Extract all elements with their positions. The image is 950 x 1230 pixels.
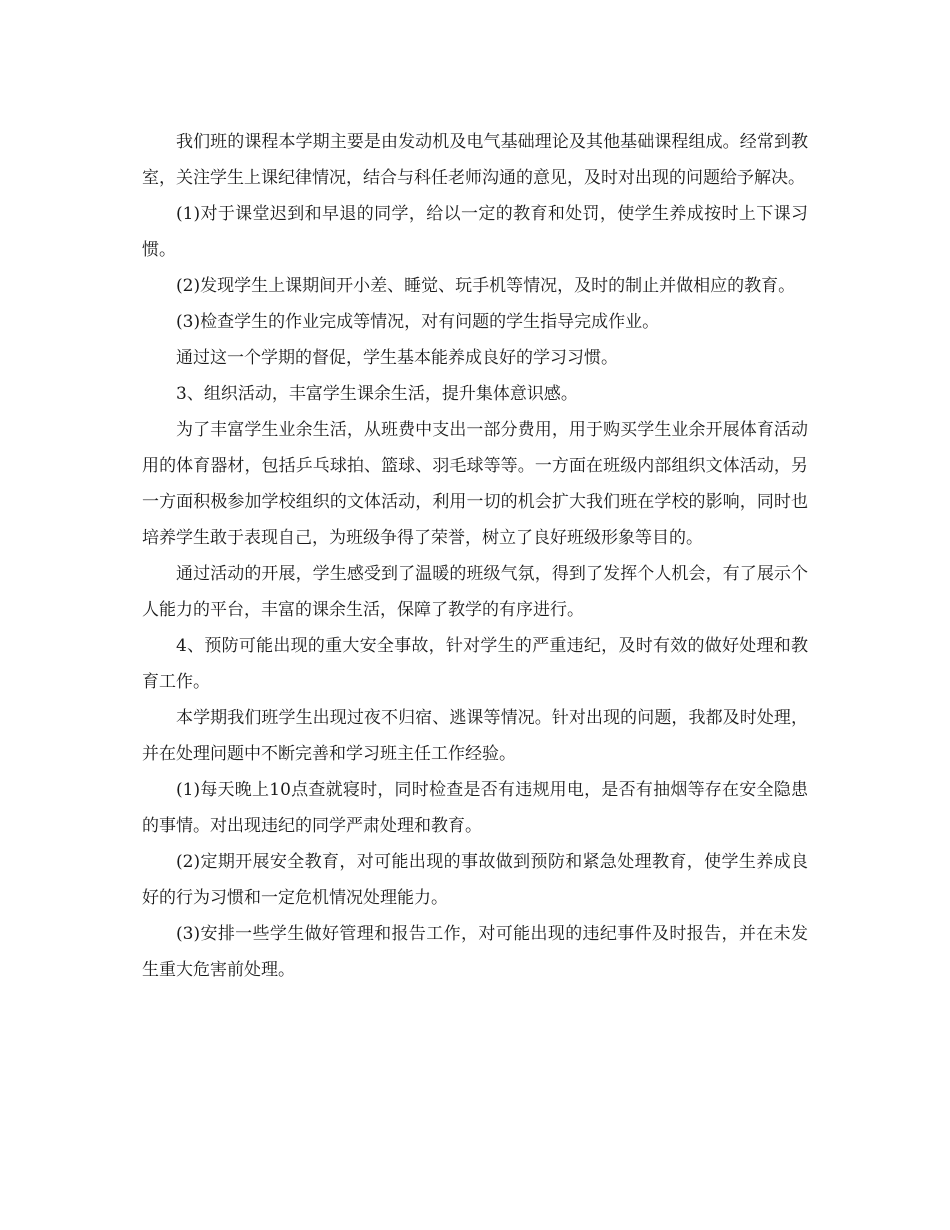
paragraph: 我们班的课程本学期主要是由发动机及电气基础理论及其他基础课程组成。经常到教室，关注学生上课纪律情况，结合与科任老师沟通的意见，及时对出现的问题给予解决。 xyxy=(142,132,808,188)
paragraph: 本学期我们班学生出现过夜不归宿、逃课等情况。针对出现的问题，我都及时处理，并在处理问题中不断完善和学习班主任工作经验。 xyxy=(142,708,808,764)
section-heading: 4、预防可能出现的重大安全事故，针对学生的严重违纪，及时有效的做好处理和教育工作。 xyxy=(142,636,808,692)
paragraph: 通过活动的开展，学生感受到了温暖的班级气氛，得到了发挥个人机会，有了展示个人能力的平台，丰富的课余生活，保障了教学的有序进行。 xyxy=(142,564,808,620)
paragraph: (2)定期开展安全教育，对可能出现的事故做到预防和紧急处理教育，使学生养成良好的行为习惯和一定危机情况处理能力。 xyxy=(142,852,808,908)
document-body xyxy=(142,124,808,988)
paragraph: (1)对于课堂迟到和早退的同学，给以一定的教育和处罚，使学生养成按时上下课习惯。 xyxy=(142,204,808,260)
paragraph: (1)每天晚上10点查就寝时，同时检查是否有违规用电，是否有抽烟等存在安全隐患的事情。对出现违纪的同学严肃处理和教育。 xyxy=(142,780,808,836)
paragraph: 通过这一个学期的督促，学生基本能养成良好的学习习惯。 xyxy=(176,348,618,368)
paragraph: (2)发现学生上课期间开小差、睡觉、玩手机等情况，及时的制止并做相应的教育。 xyxy=(176,276,796,296)
paragraph: (3)检查学生的作业完成等情况，对有问题的学生指导完成作业。 xyxy=(176,312,660,332)
section-heading: 3、组织活动，丰富学生课余生活，提升集体意识感。 xyxy=(176,384,578,404)
paragraph: 为了丰富学生业余生活，从班费中支出一部分费用，用于购买学生业余开展体育活动用的体育器材，包括乒乓球拍、篮球、羽毛球等等。一方面在班级内部组织文体活动，另一方面积极参加学校组织的文体活动，利用一切的机会扩大我们班在学校的影响，同时也培养学生敢于表现自己，为班级争得了荣誉，树立了良好班级形象等目的。 xyxy=(142,420,808,548)
paragraph: (3)安排一些学生做好管理和报告工作，对可能出现的违纪事件及时报告，并在未发生重大危害前处理。 xyxy=(142,924,808,980)
